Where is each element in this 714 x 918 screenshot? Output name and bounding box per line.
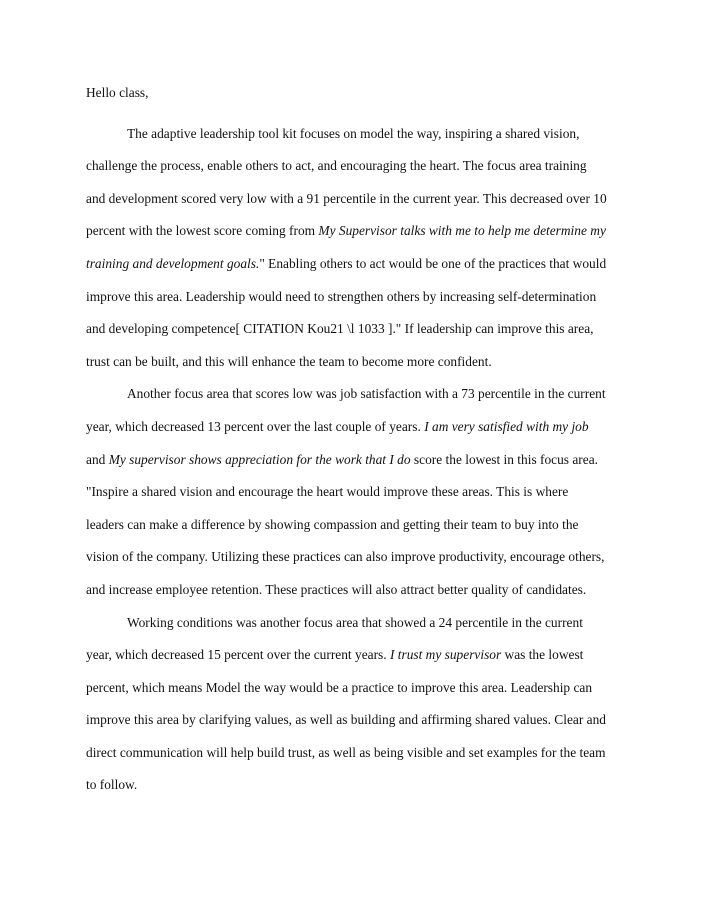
paragraph-line [86, 447, 642, 480]
paragraph-line [86, 642, 642, 675]
paragraph-line: improve this area by clarifying values, as well as building and affirming shared values. Clear and [86, 712, 606, 728]
paragraph-line: direct communication will help build trust, as well as being visible and set examples for the team [86, 744, 606, 760]
paragraph-3 [86, 610, 642, 806]
paragraph-line: and developing competence[ CITATION Kou21 \l 1033 ]." If leadership can improve this area, [86, 321, 594, 337]
text-run: year, which decreased 13 percent over the last couple of years. [86, 418, 421, 434]
paragraph-line: to follow. [86, 777, 138, 793]
text-run: and [86, 451, 109, 467]
paragraph-line: The adaptive leadership tool kit focuses on model the way, inspiring a shared vision, [127, 125, 580, 141]
paragraph-line: improve this area. Leadership would need to strengthen others by increasing self-determination [86, 288, 597, 304]
paragraph-2 [86, 381, 642, 609]
paragraph-line: "Inspire a shared vision and encourage the heart would improve these areas. This is where [86, 484, 569, 500]
survey-item-quote: I am very satisfied with my job [424, 418, 589, 434]
paragraph-line [86, 414, 642, 447]
survey-item-quote: My supervisor shows appreciation for the work that I do [108, 451, 411, 467]
text-run: score the lowest in this focus area. [410, 451, 598, 467]
paragraph-line: Another focus area that scores low was job satisfaction with a 73 percentile in the current [127, 386, 606, 402]
paragraph-line: leaders can make a difference by showing compassion and getting their team to buy into the [86, 516, 579, 532]
paragraph-line: and development scored very low with a 91 percentile in the current year. This decreased over 10 [86, 190, 607, 206]
survey-item-quote: I trust my supervisor [389, 647, 502, 663]
paragraph-line: and increase employee retention. These practices will also attract better quality of candidates. [86, 581, 587, 597]
paragraph-line: vision of the company. Utilizing these practices can also improve productivity, encourage others, [86, 549, 605, 565]
text-run: " Enabling others to act would be one of the practices that would [259, 255, 607, 271]
paragraph-line: percent, which means Model the way would be a practice to improve this area. Leadership can [86, 679, 593, 695]
survey-item-quote: training and development goals. [86, 255, 260, 271]
greeting: Hello class, [86, 85, 149, 100]
paragraph-line [86, 218, 642, 251]
paragraph-line [86, 251, 642, 284]
paragraph-line: Working conditions was another focus area that showed a 24 percentile in the current [127, 614, 583, 630]
text-run: was the lowest [501, 647, 584, 663]
paragraph-1 [86, 121, 642, 382]
paragraph-line: trust can be built, and this will enhance the team to become more confident. [86, 353, 492, 369]
paragraph-line: challenge the process, enable others to act, and encouraging the heart. The focus area training [86, 158, 587, 174]
text-run: percent with the lowest score coming from [86, 223, 319, 239]
text-run: year, which decreased 15 percent over the current years. [86, 647, 387, 663]
survey-item-quote: My Supervisor talks with me to help me determine my [318, 223, 606, 239]
document-page [86, 80, 642, 805]
